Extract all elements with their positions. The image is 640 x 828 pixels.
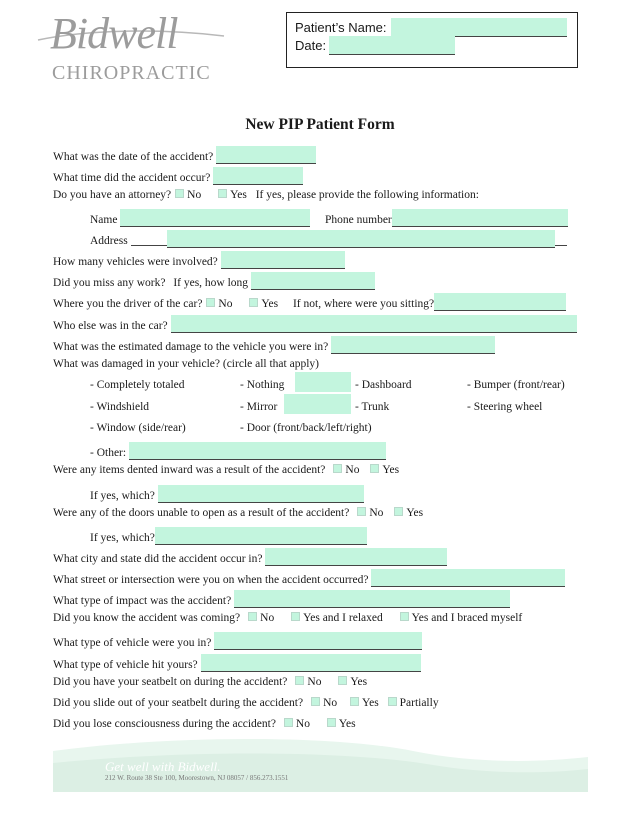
doors-yes-checkbox[interactable] xyxy=(394,507,403,516)
option-no: No xyxy=(307,676,322,688)
question-label: Did you lose consciousness during the accident? xyxy=(53,718,276,730)
street-field[interactable] xyxy=(371,569,565,587)
address-underline-end xyxy=(555,233,567,246)
footer-address: 212 W. Route 38 Ste 100, Moorestown, NJ 08057 / 856.273.1551 xyxy=(105,774,289,782)
question-impact xyxy=(53,590,510,608)
coming-relaxed-checkbox[interactable] xyxy=(291,612,300,621)
question-label: Did you have your seatbelt on during the accident? xyxy=(53,676,288,688)
logo-subtitle: CHIROPRACTIC xyxy=(52,62,211,84)
patient-name-label: Patient’s Name: xyxy=(295,20,387,35)
date-field[interactable] xyxy=(329,36,455,55)
option-yes: Yes xyxy=(362,697,379,709)
sitting-field[interactable] xyxy=(434,293,566,311)
sitting-label: If not, where were you sitting? xyxy=(292,298,435,310)
question-dented xyxy=(53,463,399,477)
how-long-field[interactable] xyxy=(251,272,375,290)
question-street xyxy=(53,569,565,587)
attorney-phone-field[interactable] xyxy=(392,209,568,227)
question-label: What was the estimated damage to the vehicle you were in? xyxy=(53,341,329,353)
option-yes: Yes xyxy=(382,464,400,476)
question-label: What street or intersection were you on when the accident occurred? xyxy=(53,574,369,586)
damage-totaled[interactable]: - Completely totaled xyxy=(90,379,185,391)
mirror-field[interactable] xyxy=(284,394,351,414)
name-label: Name xyxy=(90,214,118,226)
question-label: What type of impact was the accident? xyxy=(53,595,232,607)
question-vehicle-hit xyxy=(53,654,421,672)
coming-braced-checkbox[interactable] xyxy=(400,612,409,621)
question-accident-time xyxy=(53,167,303,185)
slide-partially-checkbox[interactable] xyxy=(388,697,397,706)
option-yes-relaxed: Yes and I relaxed xyxy=(303,612,383,624)
slide-no-checkbox[interactable] xyxy=(311,697,320,706)
accident-date-field[interactable] xyxy=(216,146,316,164)
question-accident-date xyxy=(53,146,316,164)
question-label: Were any of the doors unable to open as a result of the accident? xyxy=(53,507,350,519)
damage-trunk[interactable]: - Trunk xyxy=(355,401,390,413)
dented-which-row xyxy=(90,485,364,503)
doors-which-field[interactable] xyxy=(155,527,367,545)
question-consciousness xyxy=(53,717,356,731)
option-yes: Yes xyxy=(338,718,356,730)
attorney-name-row xyxy=(90,209,310,227)
attorney-info-label: If yes, please provide the following information: xyxy=(255,189,479,201)
damage-other-field[interactable] xyxy=(129,442,386,460)
option-no: No xyxy=(260,612,275,624)
attorney-name-field[interactable] xyxy=(120,209,310,227)
option-yes: Yes xyxy=(230,189,247,201)
question-label: Where you the driver of the car? xyxy=(53,298,203,310)
who-else-field[interactable] xyxy=(171,315,577,333)
logo-name: Bidwell xyxy=(50,9,178,58)
question-label: What city and state did the accident occur in? xyxy=(53,553,263,565)
damage-estimate-field[interactable] xyxy=(331,336,495,354)
damage-windshield[interactable]: - Windshield xyxy=(90,401,150,413)
phone-label: Phone number xyxy=(325,214,392,226)
which-label: If yes, which? xyxy=(90,490,155,502)
damage-bumper[interactable]: - Bumper (front/rear) xyxy=(467,379,565,391)
question-label: Who else was in the car? xyxy=(53,320,168,332)
doors-which-row xyxy=(90,527,367,545)
vehicle-in-field[interactable] xyxy=(214,632,422,650)
question-vehicles xyxy=(53,251,345,269)
question-driver xyxy=(53,293,566,311)
dented-no-checkbox[interactable] xyxy=(333,464,342,473)
attorney-address-row xyxy=(90,230,567,248)
question-attorney xyxy=(53,188,479,202)
slide-yes-checkbox[interactable] xyxy=(350,697,359,706)
doors-no-checkbox[interactable] xyxy=(357,507,366,516)
question-label: Did you miss any work? xyxy=(53,277,166,289)
question-label: How many vehicles were involved? xyxy=(53,256,218,268)
impact-field[interactable] xyxy=(234,590,510,608)
question-slide-out xyxy=(53,696,439,710)
damage-door[interactable]: - Door (front/back/left/right) xyxy=(240,422,372,434)
attorney-yes-checkbox[interactable] xyxy=(218,189,227,198)
vehicles-field[interactable] xyxy=(221,251,345,269)
question-miss-work xyxy=(53,272,375,290)
damage-steering[interactable]: - Steering wheel xyxy=(467,401,543,413)
question-label: What type of vehicle hit yours? xyxy=(53,659,198,671)
form-title: New PIP Patient Form xyxy=(245,116,395,133)
option-yes: Yes xyxy=(406,507,424,519)
question-city-state xyxy=(53,548,447,566)
seatbelt-yes-checkbox[interactable] xyxy=(338,676,347,685)
question-coming xyxy=(53,611,522,625)
option-no: No xyxy=(218,298,233,310)
question-label: Were any items dented inward was a result of the accident? xyxy=(53,464,326,476)
damage-window[interactable]: - Window (side/rear) xyxy=(90,422,186,434)
city-state-field[interactable] xyxy=(265,548,447,566)
option-yes: Yes xyxy=(350,676,368,688)
attorney-phone-row xyxy=(325,209,568,227)
accident-time-field[interactable] xyxy=(213,167,303,185)
footer-slogan: Get well with Bidwell. xyxy=(105,759,221,774)
option-no: No xyxy=(187,189,202,201)
question-doors xyxy=(53,506,423,520)
option-no: No xyxy=(345,464,360,476)
which-label: If yes, which? xyxy=(90,532,155,544)
address-underline xyxy=(131,233,167,246)
footer-banner xyxy=(53,737,588,792)
patient-name-field[interactable] xyxy=(391,18,567,37)
option-yes: Yes xyxy=(261,298,279,310)
conscious-yes-checkbox[interactable] xyxy=(327,718,336,727)
attorney-address-field[interactable] xyxy=(167,230,555,248)
nothing-field[interactable] xyxy=(295,372,351,392)
date-label: Date: xyxy=(295,38,327,53)
damage-other-row xyxy=(90,442,386,460)
question-label: Did you slide out of your seatbelt during the accident? xyxy=(53,697,304,709)
question-vehicle-in xyxy=(53,632,422,650)
damage-other-label: - Other: xyxy=(90,447,127,459)
option-no: No xyxy=(295,718,310,730)
option-yes-braced: Yes and I braced myself xyxy=(411,612,523,624)
attorney-no-checkbox[interactable] xyxy=(175,189,184,198)
how-long-label: If yes, how long xyxy=(173,277,249,289)
option-no: No xyxy=(323,697,338,709)
driver-no-checkbox[interactable] xyxy=(206,298,215,307)
dented-which-field[interactable] xyxy=(158,485,364,503)
question-damaged-parts: What was damaged in your vehicle? (circle all that apply) xyxy=(53,358,319,370)
damage-mirror[interactable]: - Mirror xyxy=(240,401,278,413)
option-no: No xyxy=(369,507,384,519)
seatbelt-no-checkbox[interactable] xyxy=(295,676,304,685)
question-damage-estimate xyxy=(53,336,495,354)
conscious-no-checkbox[interactable] xyxy=(284,718,293,727)
question-who-else xyxy=(53,315,577,333)
coming-no-checkbox[interactable] xyxy=(248,612,257,621)
driver-yes-checkbox[interactable] xyxy=(249,298,258,307)
vehicle-hit-field[interactable] xyxy=(201,654,421,672)
question-label: What type of vehicle were you in? xyxy=(53,637,212,649)
address-label: Address xyxy=(90,235,128,247)
question-label: Do you have an attorney? xyxy=(53,189,172,201)
damage-nothing[interactable]: - Nothing xyxy=(240,379,285,391)
question-label: What was the date of the accident? xyxy=(53,151,214,163)
question-label: What time did the accident occur? xyxy=(53,172,211,184)
patient-info-box xyxy=(286,12,578,68)
dented-yes-checkbox[interactable] xyxy=(370,464,379,473)
question-label: Did you know the accident was coming? xyxy=(53,612,241,624)
option-partially: Partially xyxy=(399,697,439,709)
question-seatbelt xyxy=(53,675,367,689)
damage-dashboard[interactable]: - Dashboard xyxy=(355,379,412,391)
